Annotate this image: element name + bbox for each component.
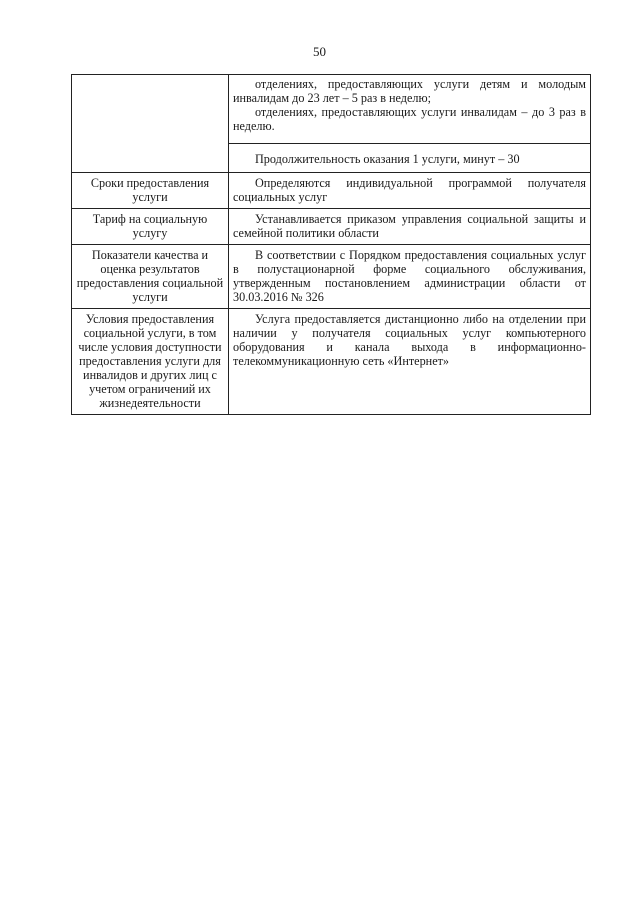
table-cell-terms (229, 173, 591, 209)
table-row-quality (72, 245, 591, 309)
table-cell-label-tariff: Тариф на социальную услугу (72, 209, 229, 245)
table-cell-tariff (229, 209, 591, 245)
table-cell-label-terms: Сроки предоставления услуги (72, 173, 229, 209)
table-row-conditions (72, 309, 591, 415)
table-cell-label-quality: Показатели качества и оценка результатов предоставления социальной услуги (72, 245, 229, 309)
page-number: 50 (313, 44, 326, 59)
paragraph-frequency-children: отделениях, предоставляющих услуги детям и молодым инвалидам до 23 лет – 5 раз в неделю; (233, 77, 586, 105)
table-cell-label-conditions: Условия предоставления социальной услуги, в том числе условия доступности предоставления услуги для инвалидов и других лиц с учетом ограничений их жизнедеятельности (72, 309, 229, 415)
paragraph-terms: Определяются индивидуальной программой получателя социальных услуг (233, 176, 586, 204)
table-row-tariff (72, 209, 591, 245)
table-row-frequency (72, 75, 591, 144)
paragraph-frequency-disabled: отделениях, предоставляющих услуги инвалидам – до 3 раз в неделю. (233, 105, 586, 133)
paragraph-conditions: Услуга предоставляется дистанционно либо на отделении при наличии у получателя социальных услуг компьютерного оборудования и канала выхода в информационно-телекоммуникационную сеть «Интернет» (233, 312, 586, 368)
paragraph-tariff: Устанавливается приказом управления социальной защиты и семейной политики области (233, 212, 586, 240)
table-cell-duration (229, 144, 591, 173)
table-row-terms (72, 173, 591, 209)
table-cell-quality (229, 245, 591, 309)
table-cell-label-empty (72, 75, 229, 173)
service-standard-table (71, 74, 591, 415)
paragraph-duration: Продолжительность оказания 1 услуги, минут – 30 (255, 152, 520, 166)
table-cell-frequency (229, 75, 591, 144)
paragraph-quality: В соответствии с Порядком предоставления социальных услуг в полустационарной форме социального обслуживания, утвержденным постановлением администрации области от 30.03.2016 № 326 (233, 248, 586, 304)
table-cell-conditions (229, 309, 591, 415)
